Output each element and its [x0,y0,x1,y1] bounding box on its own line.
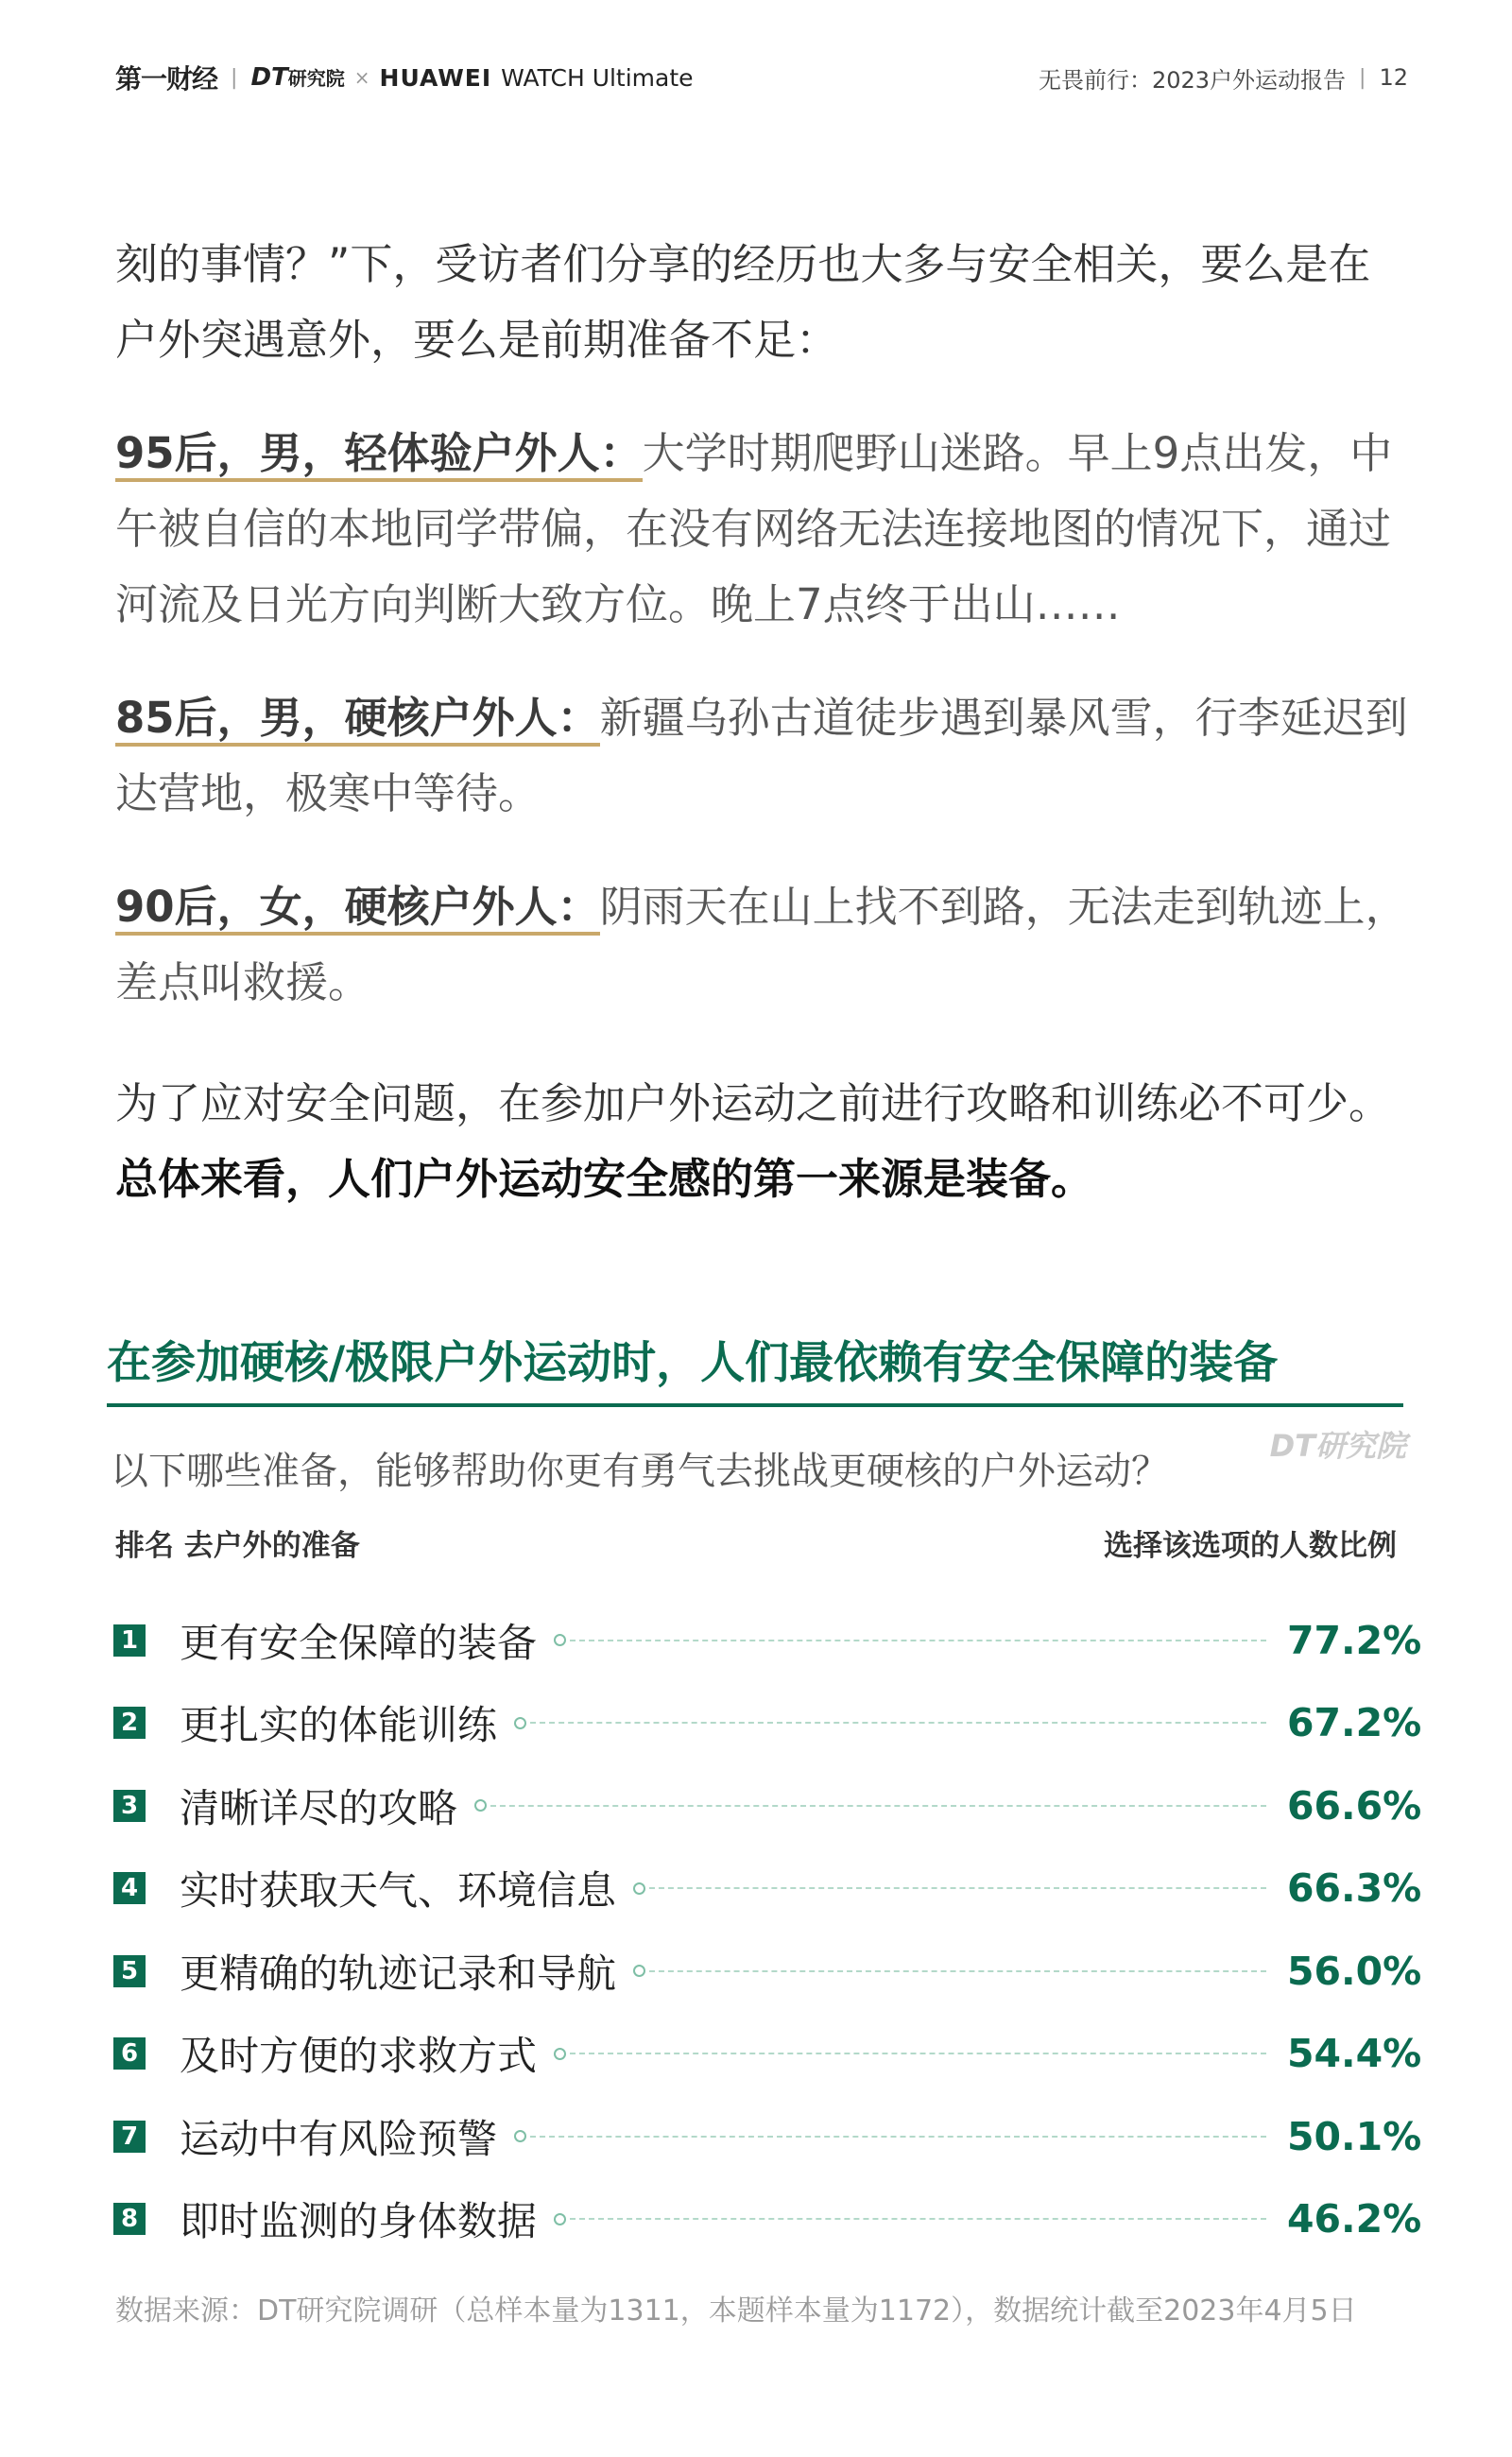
rank-badge: 5 [113,1955,146,1987]
ranking-row [113,1930,1422,2013]
leader-dot-icon [474,1799,487,1812]
page-header [115,59,1408,96]
conclusion-paragraph [115,1066,1410,1217]
row-value: 46.2% [1287,2196,1422,2242]
huawei-logo: HUAWEI [379,63,492,92]
dt-logo-suffix: 研究院 [287,67,345,90]
leader-dot-icon [554,2213,566,2225]
dotted-leader [530,2136,1266,2138]
chart-title: 在参加硬核/极限户外运动时，人们最依赖有安全保障的装备 [107,1337,1279,1389]
row-label: 更精确的轨迹记录和导航 [180,1950,617,1997]
quote-text: 新疆乌孙古道徒步遇到暴风雪，行李延迟到达营地，极寒中等待。 [115,693,1408,818]
dotted-leader [570,2053,1266,2054]
ranking-row [113,2013,1422,2096]
row-label: 即时监测的身体数据 [180,2198,538,2245]
brand-bar [115,59,694,96]
survey-question: 以下哪些准备，能够帮助你更有勇气去挑战更硬核的户外运动？ [111,1450,1169,1493]
dt-watermark: DT研究院 [1269,1428,1406,1464]
rank-badge: 6 [113,2037,146,2070]
row-label: 及时方便的求救方式 [180,2033,538,2080]
quote-label: 90后，女，硬核户外人： [115,882,600,936]
row-label: 实时获取天气、环境信息 [180,1867,617,1915]
row-label: 更有安全保障的装备 [180,1619,538,1666]
row-value: 56.0% [1287,1948,1422,1994]
rank-badge: 7 [113,2121,146,2153]
ranking-row [113,2095,1422,2178]
row-value: 54.4% [1287,2031,1422,2077]
leader-dot-icon [554,2048,566,2060]
data-source-note: 数据来源：DT研究院调研（总样本量为1311，本题样本量为1172），数据统计截至2023年4月5日 [115,2294,1357,2328]
dotted-leader [490,1805,1266,1807]
body-text [115,227,1410,1217]
ranking-row [113,1847,1422,1931]
rank-badge: 8 [113,2203,146,2235]
leader-dot-icon [633,1965,645,1977]
rank-badge: 2 [113,1707,146,1739]
column-header-right: 选择该选项的人数比例 [1104,1529,1397,1563]
leader-dot-icon [514,2130,526,2142]
collab-cross: × [353,66,370,89]
rank-badge: 4 [113,1872,146,1904]
leader-dot-icon [514,1717,526,1729]
ranking-row [113,1764,1422,1847]
ranking-row [113,1599,1422,1682]
rank-badge: 1 [113,1624,146,1657]
conclusion-emphasis: 总体来看，人们户外运动安全感的第一来源是装备。 [115,1154,1094,1204]
intro-paragraph: 刻的事情？”下，受访者们分享的经历也大多与安全相关，要么是在户外突遇意外，要么是前期准备不足： [115,239,1371,365]
row-value: 50.1% [1287,2113,1422,2159]
quote-2 [115,680,1410,832]
leader-dot-icon [554,1634,566,1646]
row-value: 77.2% [1287,1617,1422,1663]
quote-text: 阴雨天在山上找不到路，无法走到轨迹上，差点叫救援。 [115,882,1408,1007]
row-label: 更扎实的体能训练 [180,1702,498,1749]
dotted-leader [570,2218,1266,2220]
dotted-leader [649,1970,1266,1972]
row-value: 66.6% [1287,1782,1422,1829]
row-label: 运动中有风险预警 [180,2115,498,2162]
conclusion-text: 为了应对安全问题，在参加户外运动之前进行攻略和训练必不可少。 [115,1078,1392,1128]
dotted-leader [570,1640,1266,1641]
column-header-left: 排名 去户外的准备 [115,1529,360,1563]
dotted-leader [530,1722,1266,1724]
quote-text: 大学时期爬野山迷路。早上9点出发，中午被自信的本地同学带偏，在没有网络无法连接地图的情况下，通过河流及日光方向判断大致方位。晚上7点终于出山…… [115,428,1393,629]
quote-3 [115,869,1410,1021]
report-title: 无畏前行：2023户外运动报告 [1038,66,1347,94]
chart-title-rule [107,1403,1403,1407]
rank-badge: 3 [113,1790,146,1822]
quote-label: 95后，男，轻体验户外人： [115,428,643,482]
ranking-row [113,1682,1422,1765]
quote-label: 85后，男，硬核户外人： [115,693,600,747]
row-value: 66.3% [1287,1865,1422,1912]
dt-logo-mark: DT [250,63,288,92]
page-number: 12 [1379,64,1408,91]
report-divider: | [1359,65,1366,90]
dotted-leader [649,1887,1266,1889]
leader-dot-icon [633,1882,645,1895]
yicai-logo: 第一财经 [115,63,218,94]
row-value: 67.2% [1287,1700,1422,1746]
report-meta [1039,61,1408,94]
brand-divider: | [231,65,238,90]
quote-1 [115,416,1410,643]
ranking-row [113,2178,1422,2261]
watch-model: WATCH Ultimate [501,63,694,92]
ranking-list [113,1599,1422,2260]
dt-logo [250,63,344,92]
row-label: 清晰详尽的攻略 [180,1784,458,1831]
